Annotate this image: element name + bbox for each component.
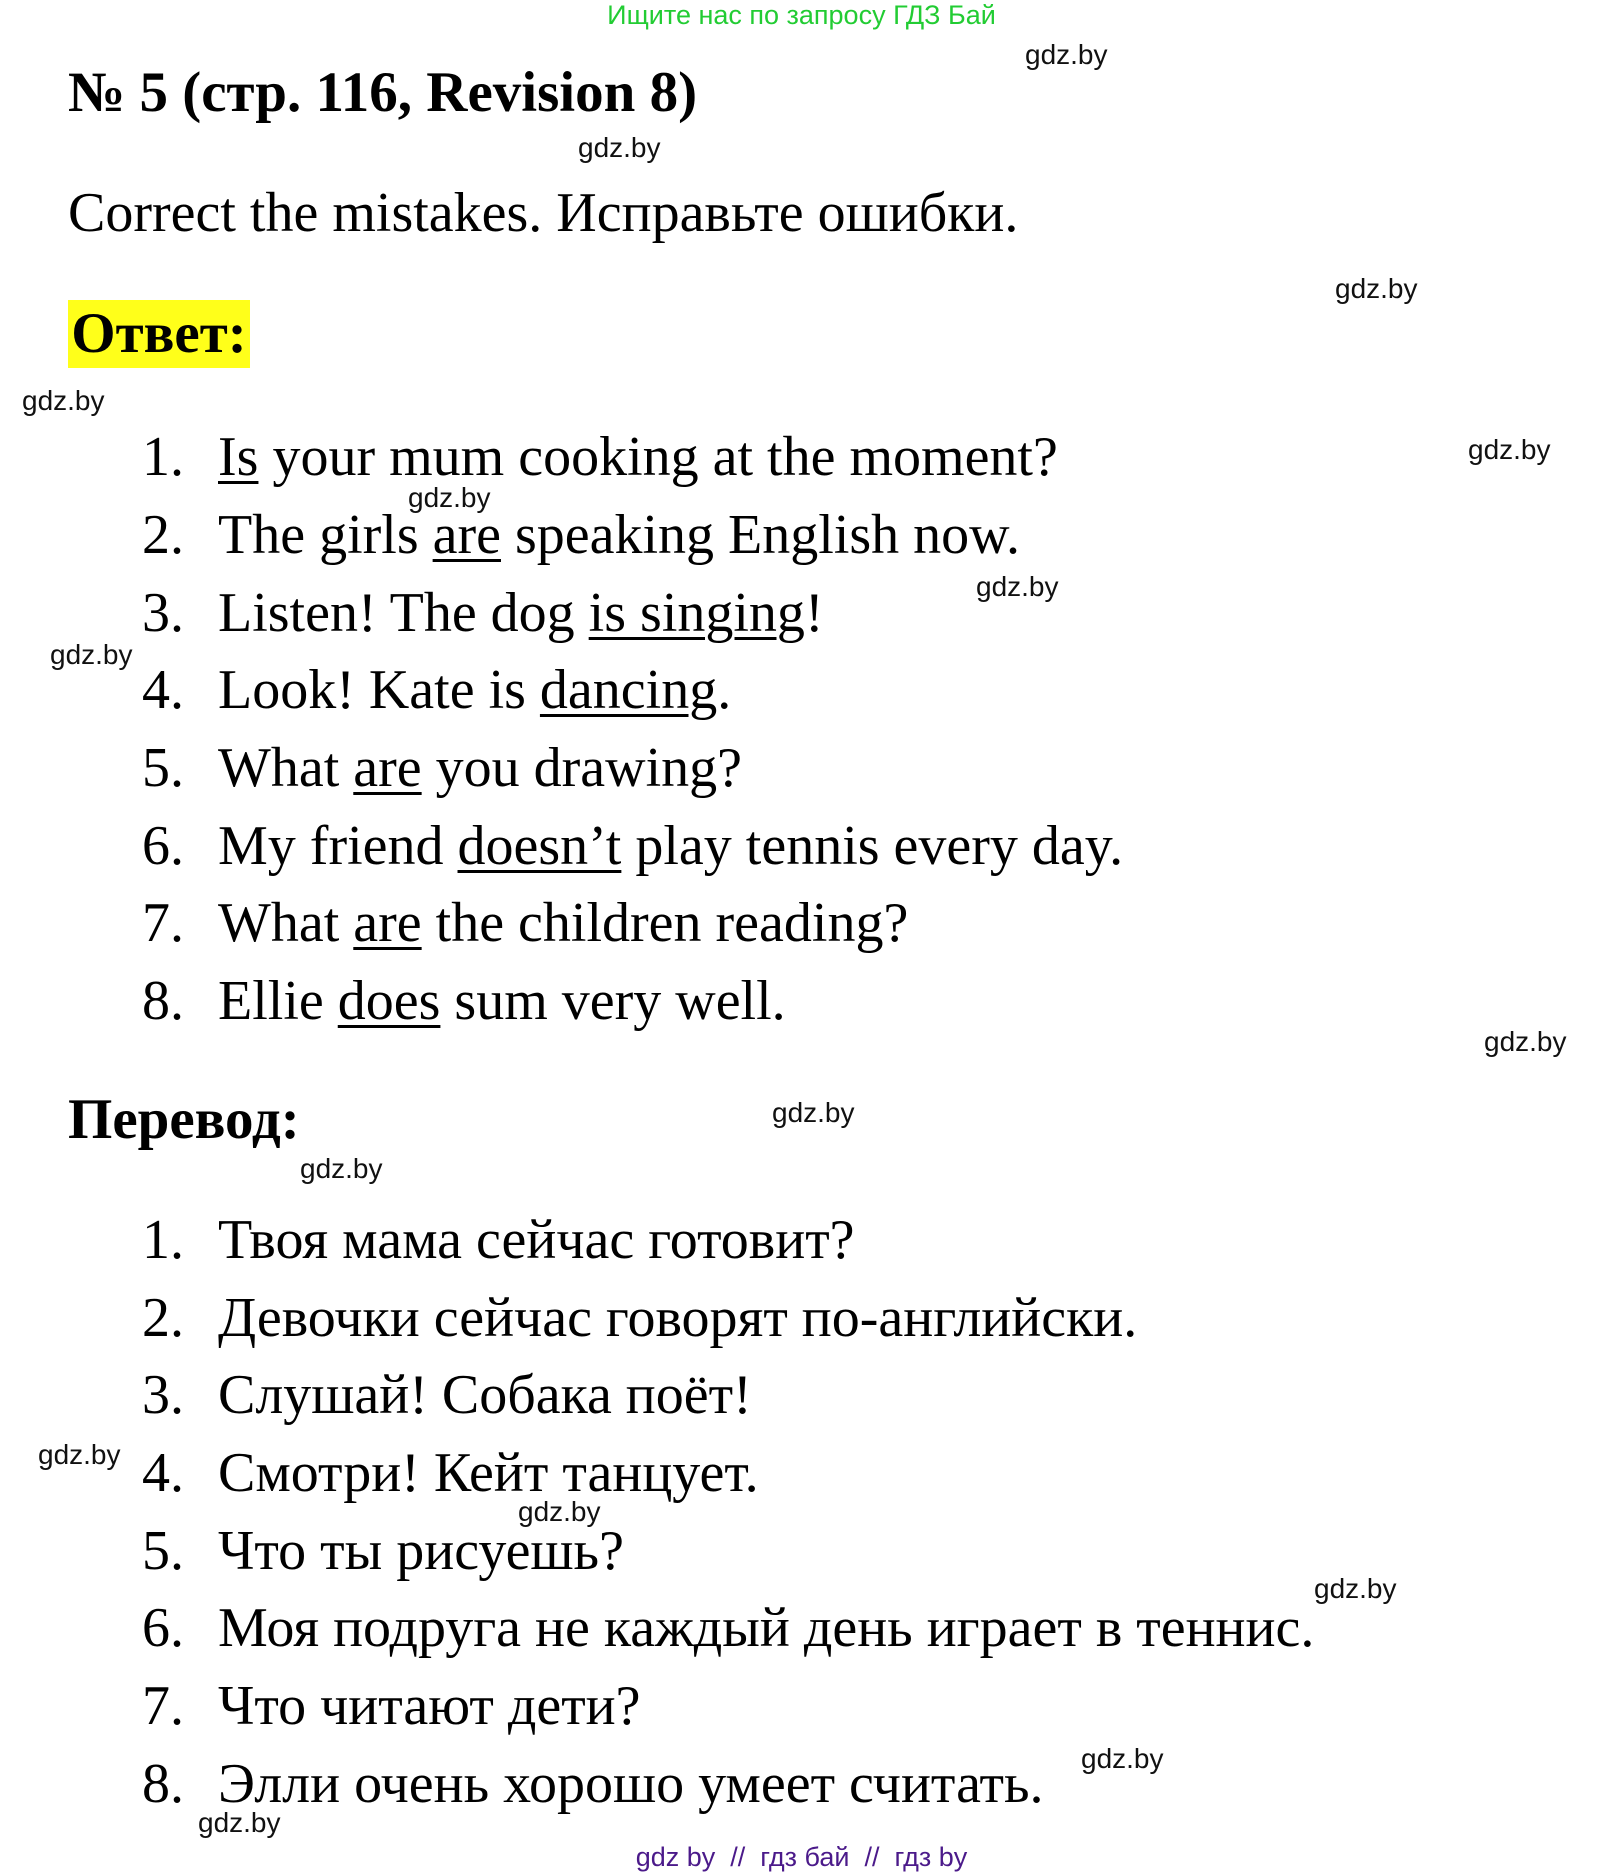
item-text: ! bbox=[804, 582, 824, 644]
item-text: your mum cooking at the moment? bbox=[258, 426, 1058, 488]
translation-heading: Перевод: bbox=[68, 1088, 300, 1151]
item-text: play tennis every day. bbox=[621, 815, 1124, 877]
item-text: sum very well. bbox=[440, 970, 786, 1032]
item-number: 5. bbox=[142, 737, 184, 799]
instruction-text: Correct the mistakes. Исправьте ошибки. bbox=[68, 182, 1019, 244]
item-text: Смотри! Кейт танцует. bbox=[218, 1442, 759, 1504]
watermark: gdz.by bbox=[22, 385, 105, 416]
watermark: gdz.by bbox=[1314, 1573, 1397, 1604]
corrected-word: doesn’t bbox=[457, 815, 622, 877]
watermark: gdz.by bbox=[300, 1153, 383, 1184]
item-text: What bbox=[218, 892, 354, 954]
watermark: gdz.by bbox=[50, 639, 133, 670]
item-text: the children reading? bbox=[421, 892, 909, 954]
watermark: gdz.by bbox=[518, 1496, 601, 1527]
watermark: gdz.by bbox=[976, 571, 1059, 602]
item-number: 7. bbox=[142, 892, 184, 954]
item-text: Look! Kate is bbox=[218, 659, 540, 721]
item-text: Что читают дети? bbox=[218, 1675, 641, 1737]
item-text: What bbox=[218, 737, 354, 799]
item-number: 8. bbox=[142, 970, 184, 1032]
item-number: 2. bbox=[142, 1287, 184, 1349]
item-text: Слушай! Собака поёт! bbox=[218, 1364, 752, 1426]
item-number: 6. bbox=[142, 815, 184, 877]
item-text: you drawing? bbox=[421, 737, 742, 799]
watermark: gdz.by bbox=[578, 132, 661, 163]
item-text: My friend bbox=[218, 815, 458, 877]
item-text: . bbox=[717, 659, 732, 721]
corrected-word: are bbox=[353, 892, 422, 954]
watermark: gdz.by bbox=[1484, 1026, 1567, 1057]
item-text: Ellie bbox=[218, 970, 338, 1032]
item-number: 3. bbox=[142, 582, 184, 644]
page-title: № 5 (стр. 116, Revision 8) bbox=[68, 61, 698, 124]
item-number: 3. bbox=[142, 1364, 184, 1426]
item-text: Что ты рисуешь? bbox=[218, 1520, 624, 1582]
watermark: gdz.by bbox=[1081, 1743, 1164, 1774]
item-number: 6. bbox=[142, 1597, 184, 1659]
item-number: 1. bbox=[142, 1209, 184, 1271]
item-number: 4. bbox=[142, 1442, 184, 1504]
item-text: The girls bbox=[218, 504, 433, 566]
corrected-word: Is bbox=[218, 426, 259, 488]
watermark: gdz.by bbox=[198, 1807, 281, 1838]
corrected-word: is singing bbox=[588, 582, 805, 644]
item-number: 2. bbox=[142, 504, 184, 566]
item-text: speaking English now. bbox=[500, 504, 1020, 566]
item-number: 1. bbox=[142, 426, 184, 488]
watermark: gdz.by bbox=[408, 482, 491, 513]
watermark: gdz.by bbox=[38, 1439, 121, 1470]
watermark: gdz.by bbox=[1468, 434, 1551, 465]
watermark: gdz.by bbox=[772, 1097, 855, 1128]
corrected-word: are bbox=[353, 737, 422, 799]
corrected-word: dancing bbox=[539, 659, 718, 721]
corrected-word: does bbox=[337, 970, 441, 1032]
search-banner[interactable]: Ищите нас по запросу ГДЗ Бай bbox=[607, 0, 996, 30]
item-number: 4. bbox=[142, 659, 184, 721]
answer-heading: Ответ: bbox=[71, 302, 247, 365]
item-text: Listen! The dog bbox=[218, 582, 589, 644]
footer-links[interactable]: gdz by // гдз бай // гдз by bbox=[635, 1842, 968, 1872]
item-number: 8. bbox=[142, 1753, 184, 1815]
item-number: 7. bbox=[142, 1675, 184, 1737]
corrected-word: are bbox=[432, 504, 501, 566]
item-number: 5. bbox=[142, 1520, 184, 1582]
item-text: Девочки сейчас говорят по-английски. bbox=[218, 1287, 1138, 1349]
item-text: Моя подруга не каждый день играет в теннис. bbox=[218, 1597, 1315, 1659]
watermark: gdz.by bbox=[1335, 273, 1418, 304]
watermark: gdz.by bbox=[1025, 39, 1108, 70]
item-text: Элли очень хорошо умеет считать. bbox=[218, 1753, 1044, 1815]
item-text: Твоя мама сейчас готовит? bbox=[218, 1209, 855, 1271]
